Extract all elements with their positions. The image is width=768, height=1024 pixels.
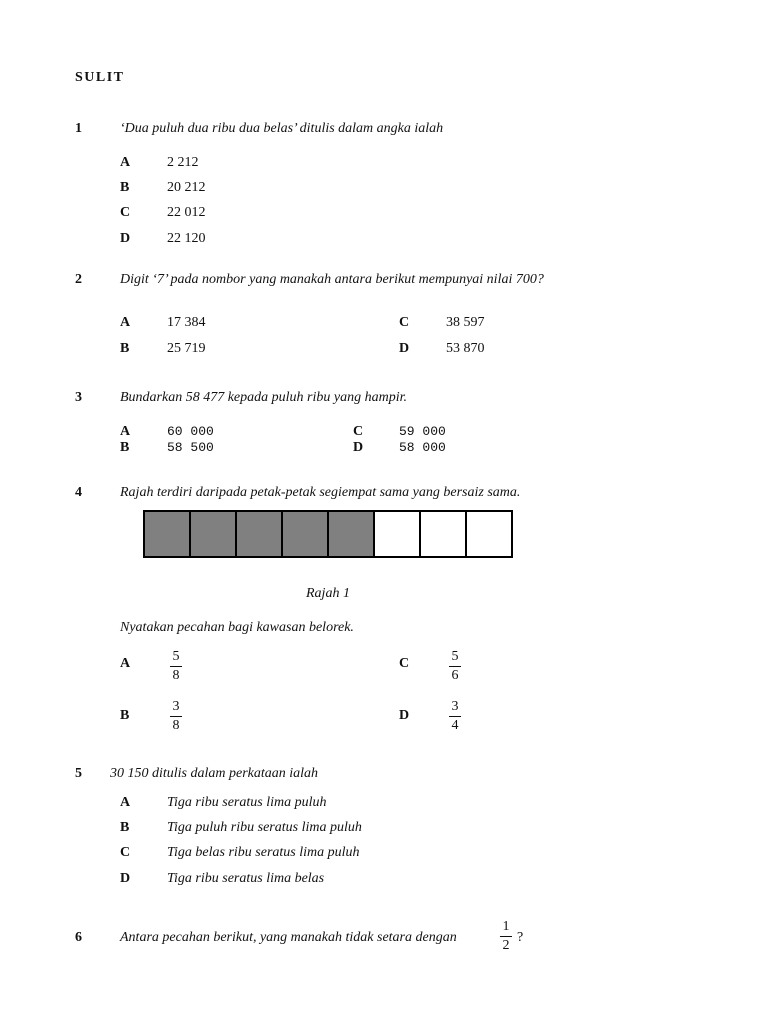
question-6-mark: ? <box>517 930 524 945</box>
q5-option-b-value: Tiga puluh ribu seratus lima puluh <box>167 820 362 835</box>
q1-option-d-value: 22 120 <box>167 231 206 246</box>
q1-option-a-value: 2 212 <box>167 155 199 170</box>
question-2-text: Digit ‘7’ pada nombor yang manakah antara berikut mempunyai nilai 700? <box>120 272 544 287</box>
shaded-square <box>145 512 191 556</box>
question-1-text: ‘Dua puluh dua ribu dua belas’ ditulis dalam angka ialah <box>120 121 444 136</box>
q4-option-d-denominator: 4 <box>451 718 459 733</box>
question-6-number: 6 <box>75 930 82 945</box>
q4-option-a-label[interactable]: A <box>120 656 131 671</box>
q4-option-b-numerator: 3 <box>172 699 180 714</box>
question-6-denominator: 2 <box>502 938 510 953</box>
question-5-number: 5 <box>75 766 82 781</box>
q4-option-a-denominator: 8 <box>172 668 180 683</box>
q3-option-c-label[interactable]: C <box>353 424 364 439</box>
q5-option-a-label[interactable]: A <box>120 795 131 810</box>
question-1-number: 1 <box>75 121 82 136</box>
q5-option-c-label[interactable]: C <box>120 845 131 860</box>
q2-option-d-label[interactable]: D <box>399 341 410 356</box>
fraction-bar <box>449 666 461 667</box>
unshaded-square <box>375 512 421 556</box>
question-6-numerator: 1 <box>502 919 510 934</box>
question-2-number: 2 <box>75 272 82 287</box>
unshaded-square <box>467 512 511 556</box>
q3-option-b-label[interactable]: B <box>120 440 130 455</box>
q1-option-d-label[interactable]: D <box>120 231 131 246</box>
rajah-square-grid <box>143 510 513 558</box>
fraction-bar <box>500 936 512 937</box>
q3-option-d-label[interactable]: D <box>353 440 364 455</box>
q1-option-c-value: 22 012 <box>167 205 206 220</box>
q2-option-c-value: 38 597 <box>446 315 485 330</box>
q4-option-b-label[interactable]: B <box>120 708 130 723</box>
q5-option-a-value: Tiga ribu seratus lima puluh <box>167 795 327 810</box>
fraction-bar <box>170 666 182 667</box>
q2-option-b-label[interactable]: B <box>120 341 130 356</box>
question-5-text: 30 150 ditulis dalam perkataan ialah <box>110 766 319 781</box>
q5-option-d-value: Tiga ribu seratus lima belas <box>167 871 325 886</box>
shaded-square <box>283 512 329 556</box>
q2-option-c-label[interactable]: C <box>399 315 410 330</box>
question-6-text: Antara pecahan berikut, yang manakah tidak setara dengan <box>120 930 457 945</box>
shaded-square <box>191 512 237 556</box>
q2-option-d-value: 53 870 <box>446 341 485 356</box>
question-6-fraction <box>500 919 512 953</box>
q1-option-a-label[interactable]: A <box>120 155 131 170</box>
question-4-subtext: Nyatakan pecahan bagi kawasan belorek. <box>120 620 354 635</box>
question-4-number: 4 <box>75 485 82 500</box>
q3-option-d-value: 58 000 <box>399 440 446 455</box>
question-3-number: 3 <box>75 390 82 405</box>
question-4-text: Rajah terdiri daripada petak-petak segiempat sama yang bersaiz sama. <box>120 485 521 500</box>
q4-option-c-numerator: 5 <box>451 649 459 664</box>
q5-option-c-value: Tiga belas ribu seratus lima puluh <box>167 845 360 860</box>
q3-option-a-label[interactable]: A <box>120 424 131 439</box>
unshaded-square <box>421 512 467 556</box>
q4-option-c-fraction <box>449 649 461 683</box>
q5-option-d-label[interactable]: D <box>120 871 131 886</box>
q4-option-a-fraction <box>170 649 182 683</box>
fraction-bar <box>170 716 182 717</box>
fraction-bar <box>449 716 461 717</box>
q3-option-b-value: 58 500 <box>167 440 214 455</box>
q2-option-a-value: 17 384 <box>167 315 206 330</box>
q4-option-d-fraction <box>449 699 461 733</box>
q4-option-d-label[interactable]: D <box>399 708 410 723</box>
q1-option-c-label[interactable]: C <box>120 205 131 220</box>
q2-option-a-label[interactable]: A <box>120 315 131 330</box>
q3-option-a-value: 60 000 <box>167 424 214 439</box>
q4-option-b-denominator: 8 <box>172 718 180 733</box>
q5-option-b-label[interactable]: B <box>120 820 130 835</box>
q4-option-b-fraction <box>170 699 182 733</box>
shaded-square <box>237 512 283 556</box>
figure-caption: Rajah 1 <box>306 586 350 601</box>
question-3-text: Bundarkan 58 477 kepada puluh ribu yang hampir. <box>120 390 407 405</box>
q1-option-b-label[interactable]: B <box>120 180 130 195</box>
page-header: SULIT <box>75 70 125 85</box>
q4-option-c-denominator: 6 <box>451 668 459 683</box>
q3-option-c-value: 59 000 <box>399 424 446 439</box>
q4-option-c-label[interactable]: C <box>399 656 410 671</box>
shaded-square <box>329 512 375 556</box>
q2-option-b-value: 25 719 <box>167 341 206 356</box>
q4-option-a-numerator: 5 <box>172 649 180 664</box>
q4-option-d-numerator: 3 <box>451 699 459 714</box>
q1-option-b-value: 20 212 <box>167 180 206 195</box>
